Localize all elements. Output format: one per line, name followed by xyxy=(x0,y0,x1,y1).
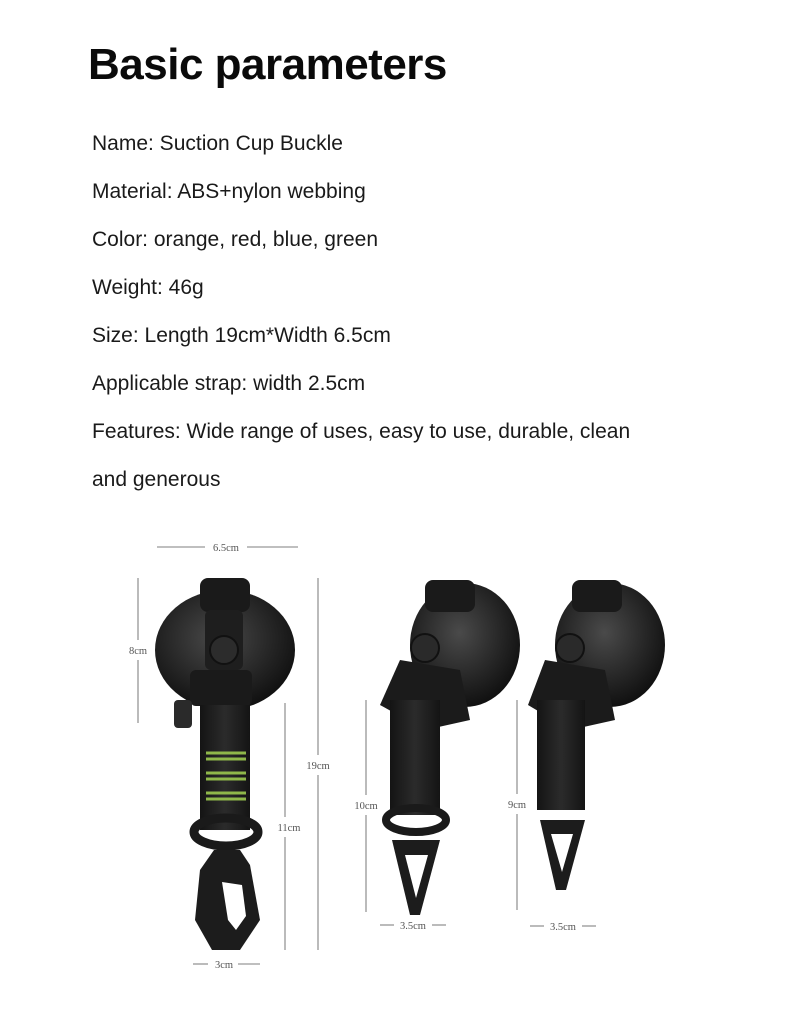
svg-text:11cm: 11cm xyxy=(277,823,301,834)
param-name: Name: Suction Cup Buckle xyxy=(92,132,343,155)
svg-text:9cm: 9cm xyxy=(507,800,527,811)
dim-hook2-width xyxy=(380,921,446,932)
svg-text:10cm: 10cm xyxy=(354,801,378,812)
page-title: Basic parameters xyxy=(88,40,447,89)
svg-text:19cm: 19cm xyxy=(306,761,330,772)
param-features-cont: and generous xyxy=(92,468,221,491)
suction-hook-side-2 xyxy=(528,580,665,890)
suction-hook-front xyxy=(155,578,295,950)
svg-text:3.5cm: 3.5cm xyxy=(400,921,426,932)
param-material: Material: ABS+nylon webbing xyxy=(92,180,366,203)
param-color: Color: orange, red, blue, green xyxy=(92,228,379,251)
param-strap: Applicable strap: width 2.5cm xyxy=(92,372,366,395)
dim-hook2-length xyxy=(354,700,377,912)
param-size: Size: Length 19cm*Width 6.5cm xyxy=(92,324,391,347)
svg-text:6.5cm: 6.5cm xyxy=(213,543,239,554)
dim-hook1-length xyxy=(278,703,301,950)
dim-hook3-width xyxy=(530,922,596,933)
dim-cup-width xyxy=(157,543,298,554)
svg-text:3.5cm: 3.5cm xyxy=(550,922,576,933)
dim-cup-height xyxy=(129,578,147,723)
param-weight: Weight: 46g xyxy=(92,276,204,299)
dim-total-length xyxy=(306,578,329,950)
parameter-list xyxy=(92,120,732,504)
svg-text:3cm: 3cm xyxy=(214,960,234,971)
suction-hook-side-1 xyxy=(380,580,520,915)
svg-text:8cm: 8cm xyxy=(128,646,148,657)
dim-hook3-length xyxy=(508,700,526,910)
product-diagram xyxy=(0,520,800,1029)
param-features: Features: Wide range of uses, easy to use, durable, clean xyxy=(92,420,631,443)
dim-hook1-width xyxy=(193,960,260,971)
